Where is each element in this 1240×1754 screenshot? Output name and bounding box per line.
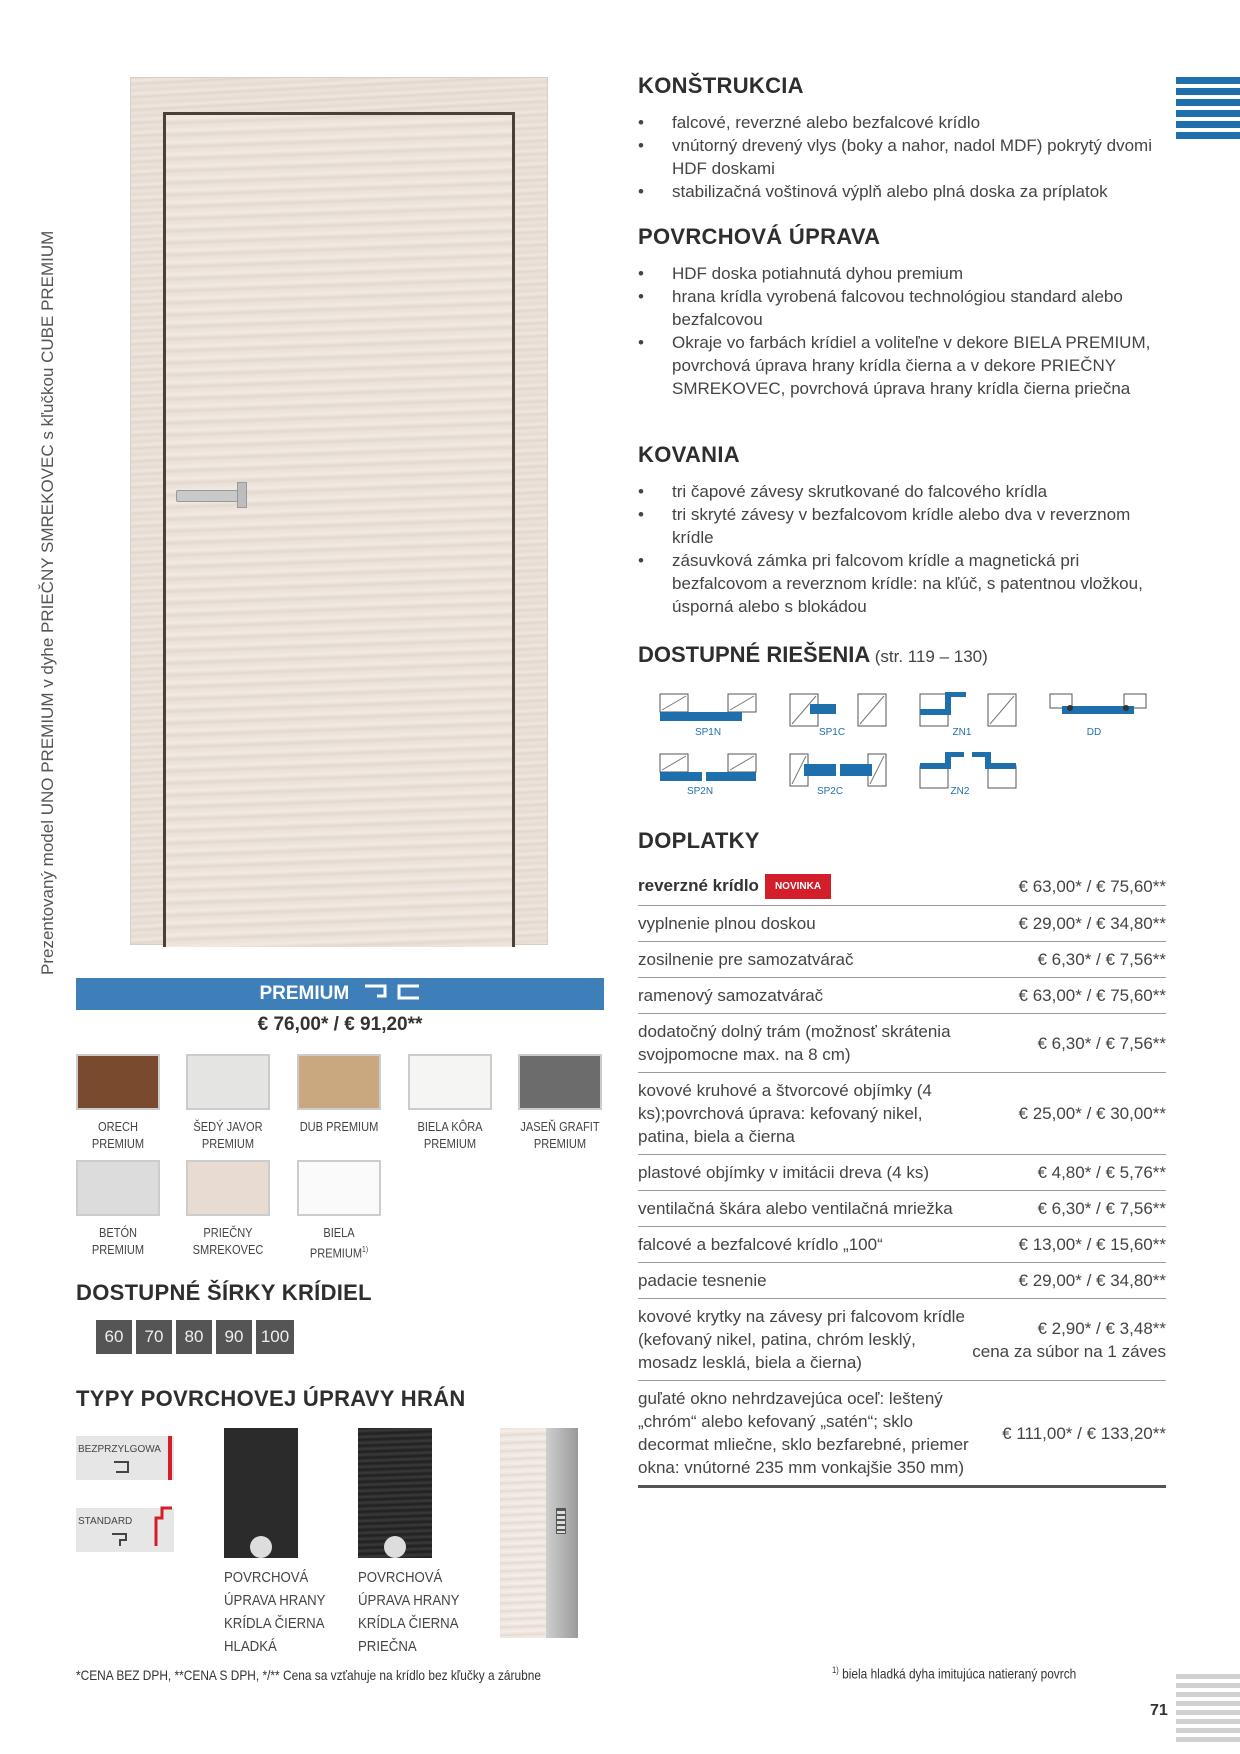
table-row — [638, 1014, 1166, 1073]
swatch-label: ORECH PREMIUM — [91, 1119, 145, 1151]
width-option: 70 — [136, 1320, 172, 1354]
list-item: • hrana krídla vyrobená falcovou technológiou standard alebo bezfalcovou — [638, 285, 1158, 331]
swatch-jasen-grafit — [518, 1054, 602, 1110]
table-row — [638, 1299, 1166, 1381]
riesenia-pages: (str. 119 – 130) — [874, 647, 988, 666]
swatch-biela-premium — [297, 1160, 381, 1216]
novinka-badge: NOVINKA — [765, 874, 831, 899]
swatch-orech — [76, 1054, 160, 1110]
lock-icon — [556, 1508, 566, 1534]
list-item: • tri čapové závesy skrutkované do falcového krídla — [638, 480, 1158, 503]
row-price: € 111,00* / € 133,20** — [1002, 1423, 1166, 1443]
edge-rebate-icon — [110, 1532, 130, 1548]
width-option: 90 — [216, 1320, 252, 1354]
edge-red-rebate-mark — [154, 1502, 174, 1546]
konstrukcia-list — [638, 111, 1158, 203]
list-item: • HDF doska potiahnutá dyhou premium — [638, 262, 1158, 285]
table-row — [638, 1263, 1166, 1299]
dd-diagram — [1048, 692, 1148, 732]
row-price: € 13,00* / € 15,60** — [1018, 1235, 1166, 1254]
footnote-left: *CENA BEZ DPH, **CENA S DPH, */** Cena sa vzťahuje na krídlo bez kľučky a zárubne — [76, 1667, 541, 1683]
row-price: € 63,00* / € 75,60** — [1018, 986, 1166, 1005]
section-title-povrchova: POVRCHOVÁ ÚPRAVA — [638, 224, 881, 249]
list-item: • vnútorný drevený vlys (boky a nahor, nadol MDF) pokrytý dvomi HDF doskami — [638, 134, 1158, 180]
row-desc: kovové krytky na závesy pri falcovom krídle (kefovaný nikel, patina, chróm lesklý, mosadz lesklá, biela a čierna) — [638, 1307, 965, 1372]
table-row — [638, 978, 1166, 1014]
sp1n-diagram — [658, 692, 758, 732]
edge-sample-black-smooth — [224, 1428, 298, 1558]
table-row — [638, 1227, 1166, 1263]
zn1-diagram — [918, 692, 1018, 732]
section-title-kovania: KOVANIA — [638, 442, 740, 467]
edge-sample-black-transverse — [358, 1428, 432, 1558]
swatch-label: BIELA KÔRA PREMIUM — [417, 1119, 483, 1151]
row-desc: padacie tesnenie — [638, 1271, 767, 1290]
row-desc: falcové a bezfalcové krídlo „100“ — [638, 1235, 883, 1254]
doplatky-table — [638, 868, 1166, 1488]
diagram-label: DD — [1086, 727, 1102, 738]
table-row — [638, 1191, 1166, 1227]
diagram-label: ZN1 — [952, 727, 972, 738]
door-handle — [176, 490, 246, 502]
row-price: € 6,30* / € 7,56** — [1037, 950, 1166, 969]
povrchova-list — [638, 262, 1158, 400]
swatch-label: PRIEČNY SMREKOVEC — [192, 1225, 264, 1257]
list-item: • falcové, reverzné alebo bezfalcové krídlo — [638, 111, 1158, 134]
diagram-label: SP1N — [694, 727, 722, 738]
row-desc: kovové kruhové a štvorcové objímky (4 ks);povrchová úprava: kefovaný nikel, patina, biela a čierna — [638, 1081, 932, 1146]
swatch-biela-kora — [408, 1054, 492, 1110]
row-price: € 25,00* / € 30,00** — [1018, 1104, 1166, 1123]
list-item: • Okraje vo farbách krídiel a voliteľne v dekore BIELA PREMIUM, povrchová úprava hrany krídla čierna a v dekore PRIEČNY SMREKOVEC, povrchová úprava hrany krídla čierna priečna — [638, 331, 1158, 400]
row-price: € 6,30* / € 7,56** — [1037, 1033, 1166, 1053]
row-desc: reverzné krídlo NOVINKA — [638, 874, 978, 899]
premium-bar — [76, 978, 604, 1010]
kovania-list — [638, 480, 1158, 618]
row-desc: zosilnenie pre samozatvárač — [638, 950, 854, 969]
standard-label: STANDARD — [78, 1516, 133, 1527]
edge-types-icon — [363, 983, 421, 1001]
door-photo — [130, 77, 548, 945]
table-row — [638, 1155, 1166, 1191]
list-item: • zásuvková zámka pri falcovom krídle a magnetická pri bezfalcovom a reverznom krídle: na kľúč, s patentnou vložkou, úsporná alebo s blokádou — [638, 549, 1158, 618]
row-desc: guľaté okno nehrdzavejúca oceľ: leštený „chróm“ alebo kefovaný „satén“; sklo decormat mliečne, sklo bezfarebné, priemer okna: vnútorné 235 mm vonkajšie 350 mm) — [638, 1389, 969, 1477]
bezprzylgowa-label: BEZPRZYLGOWA — [78, 1444, 161, 1455]
diagram-label: ZN2 — [950, 786, 970, 797]
section-title-sirky: DOSTUPNÉ ŠÍRKY KRÍDIEL — [76, 1280, 372, 1305]
section-title-riesenia: DOSTUPNÉ RIEŠENIA — [638, 642, 871, 667]
row-price: € 6,30* / € 7,56** — [1037, 1199, 1166, 1218]
swatch-sedy-javor — [186, 1054, 270, 1110]
width-option: 100 — [256, 1320, 294, 1354]
swatch-label: BETÓN PREMIUM — [91, 1225, 145, 1257]
chapter-stripes-icon — [1176, 77, 1240, 143]
widths-list — [96, 1320, 294, 1354]
edge-flush-icon — [112, 1460, 132, 1474]
premium-price: € 76,00* / € 91,20** — [257, 1014, 423, 1035]
swatch-label: DUB PREMIUM — [299, 1119, 379, 1134]
section-title-doplatky: DOPLATKY — [638, 828, 760, 853]
edge-sample-wood — [500, 1428, 578, 1638]
footnote-right: $^{1)}$ biela hladká dyha imitujúca natieraný povrch — [832, 1665, 1077, 1682]
list-item: • tri skryté závesy v bezfalcovom krídle alebo dva v reverznom krídle — [638, 503, 1158, 549]
row-desc: ventilačná škára alebo ventilačná mriežka — [638, 1199, 953, 1218]
sp1c-diagram — [788, 692, 888, 732]
table-row — [638, 942, 1166, 978]
swatch-label: BIELA PREMIUM$^{1)}$ — [309, 1225, 369, 1261]
row-price: € 4,80* / € 5,76** — [1037, 1163, 1166, 1182]
diagram-label: SP2C — [816, 786, 844, 797]
door-handle-rose — [237, 482, 247, 508]
diagram-label: SP2N — [686, 786, 714, 797]
edge-red-mark — [168, 1436, 172, 1480]
standard-box — [76, 1508, 174, 1552]
edge-caption-2: POVRCHOVÁ ÚPRAVA HRANY KRÍDLA ČIERNA PRIEČNA — [358, 1569, 460, 1655]
row-price: € 29,00* / € 34,80** — [1018, 914, 1166, 933]
row-price: € 29,00* / € 34,80** — [1018, 1271, 1166, 1290]
table-row — [638, 868, 1166, 906]
width-option: 80 — [176, 1320, 212, 1354]
riesenia-heading — [638, 642, 988, 668]
swatch-label: ŠEDÝ JAVOR PREMIUM — [193, 1119, 263, 1151]
width-option: 60 — [96, 1320, 132, 1354]
edge-caption-1: POVRCHOVÁ ÚPRAVA HRANY KRÍDLA ČIERNA HLADKÁ — [224, 1569, 326, 1655]
page-stripes-decoration — [1176, 1674, 1240, 1754]
row-desc: plastové objímky v imitácii dreva (4 ks) — [638, 1163, 929, 1182]
table-row — [638, 906, 1166, 942]
list-item: • stabilizačná voštinová výplň alebo plná doska za príplatok — [638, 180, 1158, 203]
diagram-label: SP1C — [818, 727, 846, 738]
row-desc: dodatočný dolný trám (možnosť skrátenia svojpomocne max. na 8 cm) — [638, 1022, 951, 1064]
table-row — [638, 1381, 1166, 1488]
row-desc: vyplnenie plnou doskou — [638, 914, 816, 933]
bezprzylgowa-box — [76, 1436, 174, 1480]
section-title-hrany: TYPY POVRCHOVEJ ÚPRAVY HRÁN — [76, 1386, 466, 1411]
swatch-beton — [76, 1160, 160, 1216]
vertical-caption: Prezentovaný model UNO PREMIUM v dyhe PRIEČNY SMREKOVEC s kľučkou CUBE PREMIUM — [38, 230, 57, 975]
row-price: € 2,90* / € 3,48** cena za súbor na 1 záves — [972, 1318, 1166, 1361]
row-price: € 63,00* / € 75,60** — [1018, 877, 1166, 896]
section-title-konstrukcia: KONŠTRUKCIA — [638, 73, 804, 98]
table-row — [638, 1073, 1166, 1155]
swatch-priecny-smrekovec — [186, 1160, 270, 1216]
page-number: 71 — [1150, 1702, 1168, 1719]
swatch-label: JASEŇ GRAFIT PREMIUM — [520, 1119, 600, 1151]
premium-label: PREMIUM — [259, 983, 350, 1004]
swatch-dub — [297, 1054, 381, 1110]
door-leaf — [163, 112, 515, 947]
row-desc: ramenový samozatvárač — [638, 986, 824, 1005]
row-price-note: cena za súbor na 1 záves — [972, 1341, 1166, 1361]
